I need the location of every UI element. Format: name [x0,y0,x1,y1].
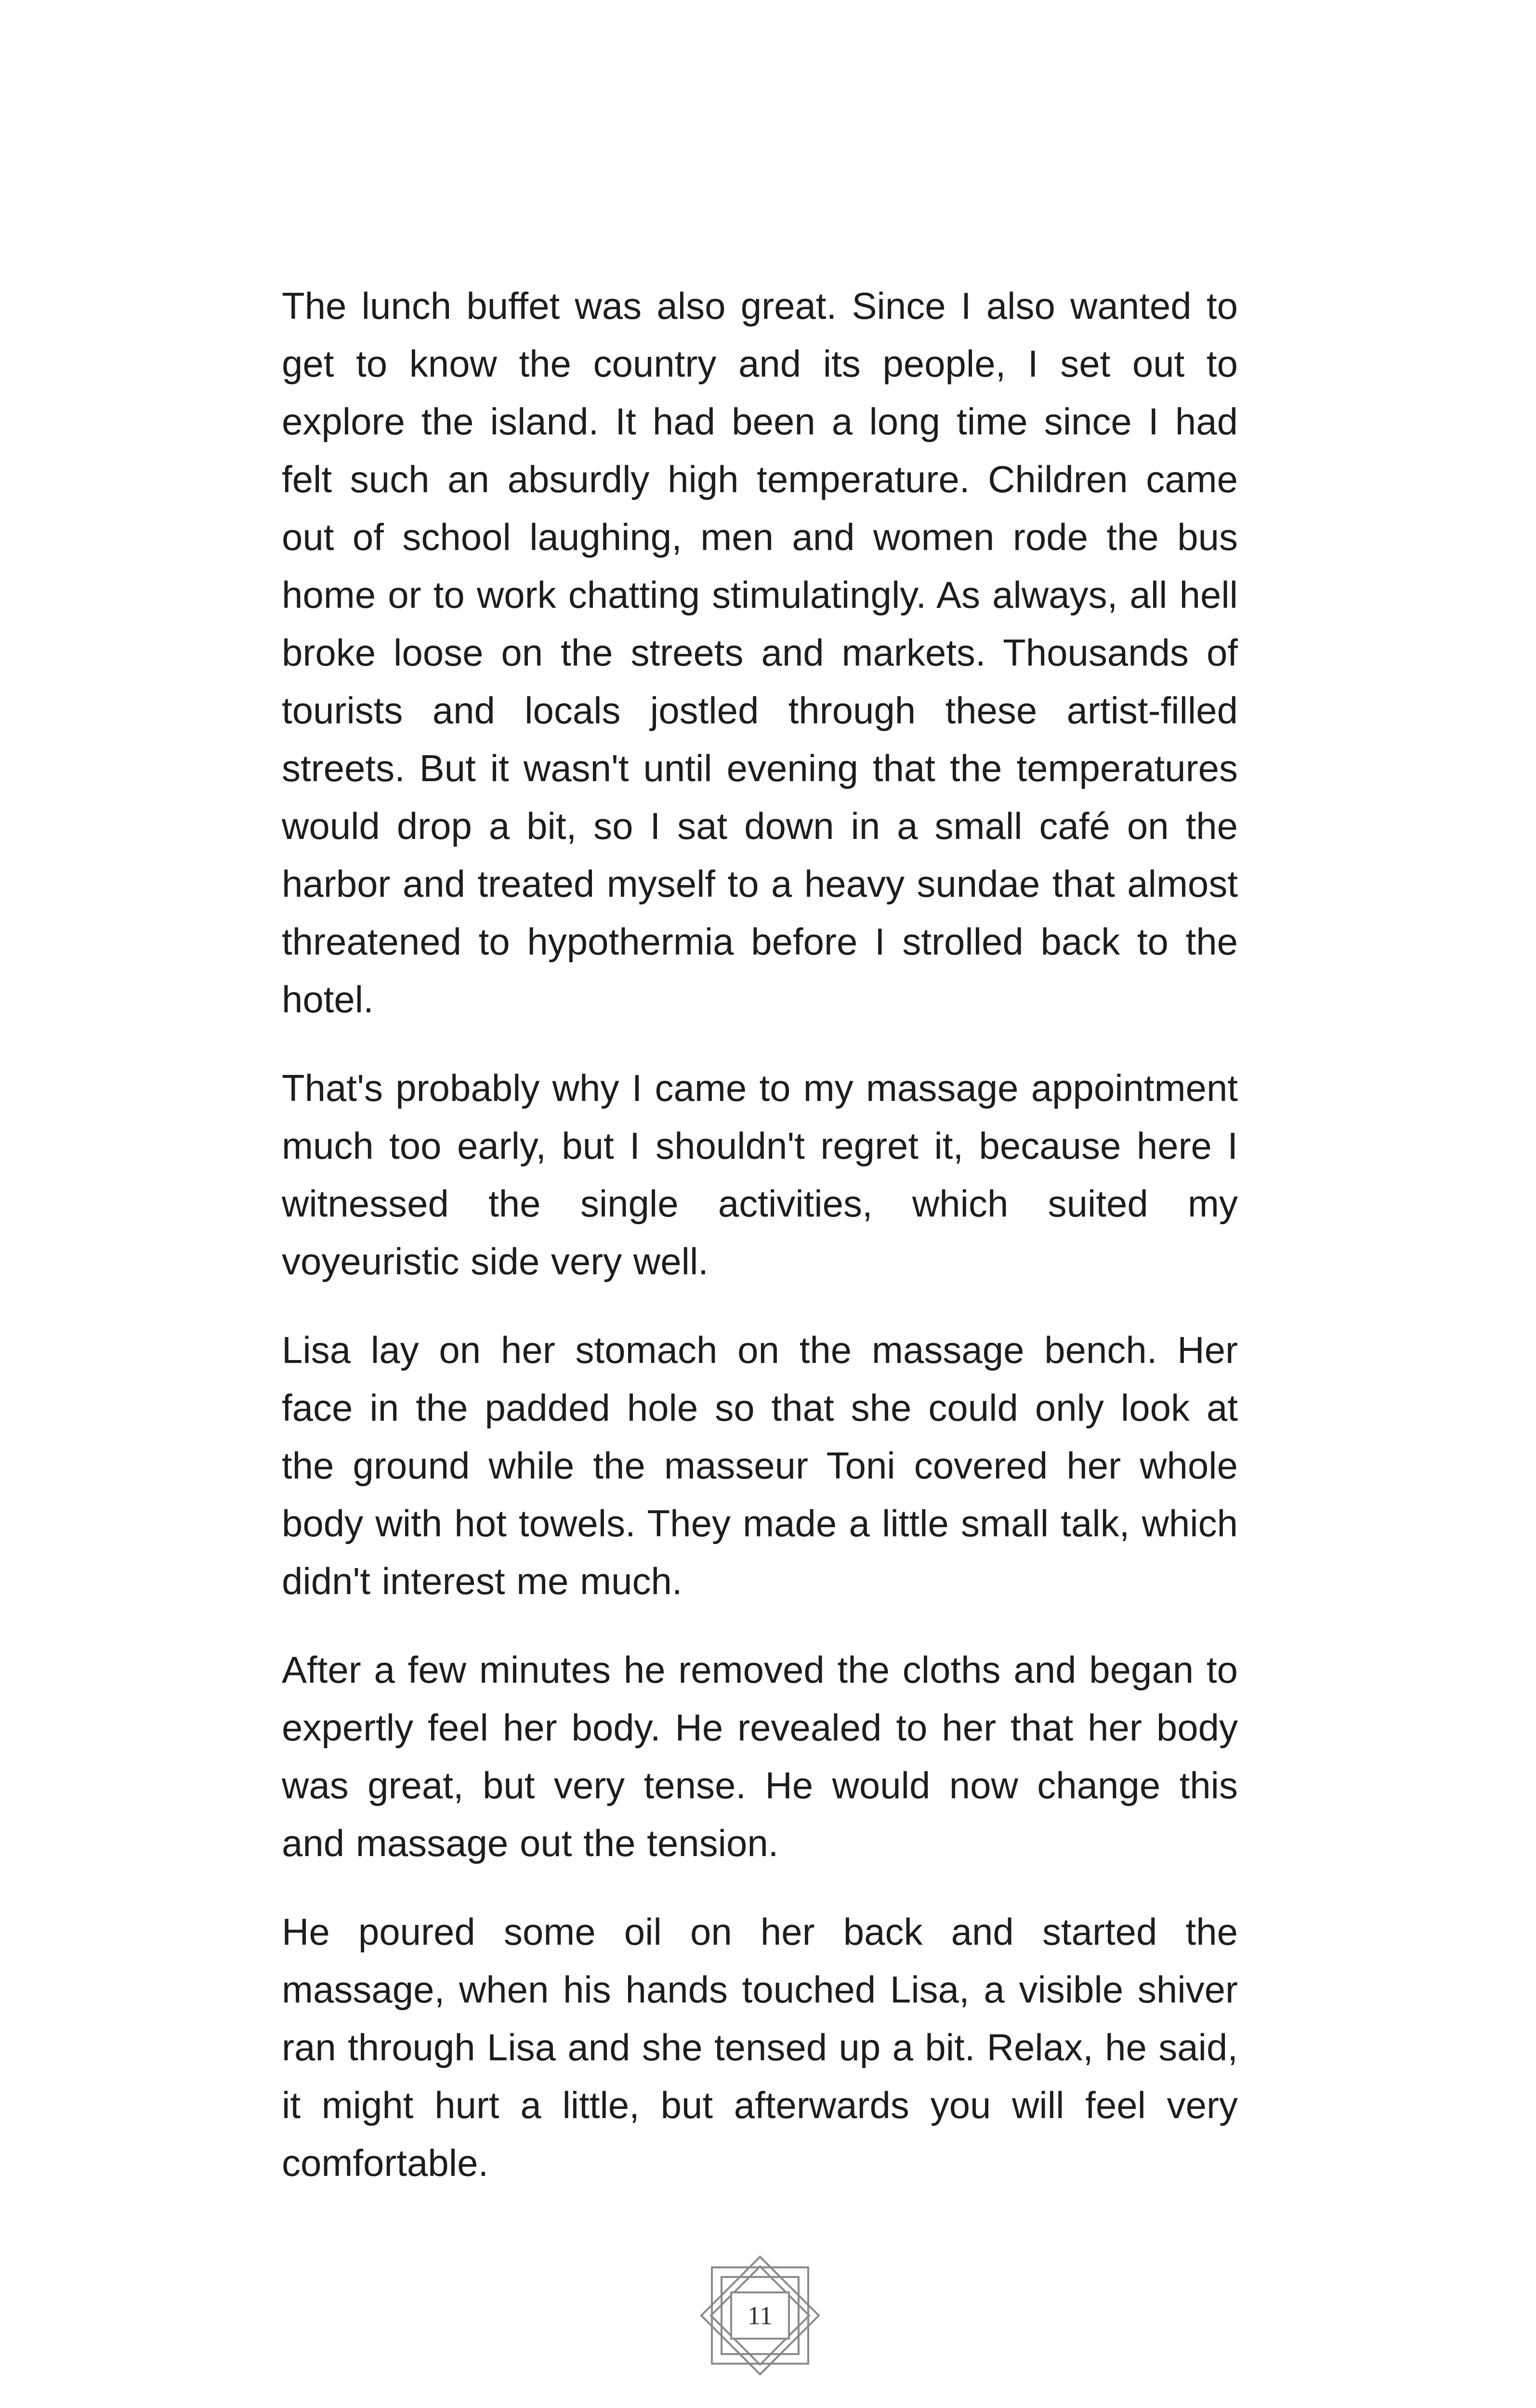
paragraph-1: The lunch buffet was also great. Since I also wanted to get to know the country and its people, I set out to explore the island. It had been a long time since I had felt such an absurdly high temperature. Children came out of school laughing, men and women rode the bus home or to work chatting stimulatingly. As always, all hell broke loose on the streets and markets. Thousands of tourists and locals jostled through these artist-filled streets. But it wasn't until evening that the temperatures would drop a bit, so I sat down in a small café on the harbor and treated myself to a heavy sundae that almost threatened to hypothermia before I strolled back to the hotel. [282,285,1238,1021]
page-number-ornament [697,2253,823,2378]
paragraph-2: That's probably why I came to my massage appointment much too early, but I shouldn't regret it, because here I witnessed the single activities, which suited my voyeuristic side very well. [282,1067,1238,1283]
page-body [282,277,1238,2192]
paragraph-4: After a few minutes he removed the cloths and began to expertly feel her body. He revealed to her that her body was great, but very tense. He would now change this and massage out the tension. [282,1649,1238,1864]
paragraph-3: Lisa lay on her stomach on the massage bench. Her face in the padded hole so that she could only look at the ground while the masseur Toni covered her whole body with hot towels. They made a little small talk, which didn't interest me much. [282,1329,1238,1602]
paragraph-5: He poured some oil on her back and started the massage, when his hands touched Lisa, a visible shiver ran through Lisa and she tensed up a bit. Relax, he said, it might hurt a little, but afterwards you will feel very comfortable. [282,1911,1238,2184]
page-number: 11 [748,2301,773,2330]
